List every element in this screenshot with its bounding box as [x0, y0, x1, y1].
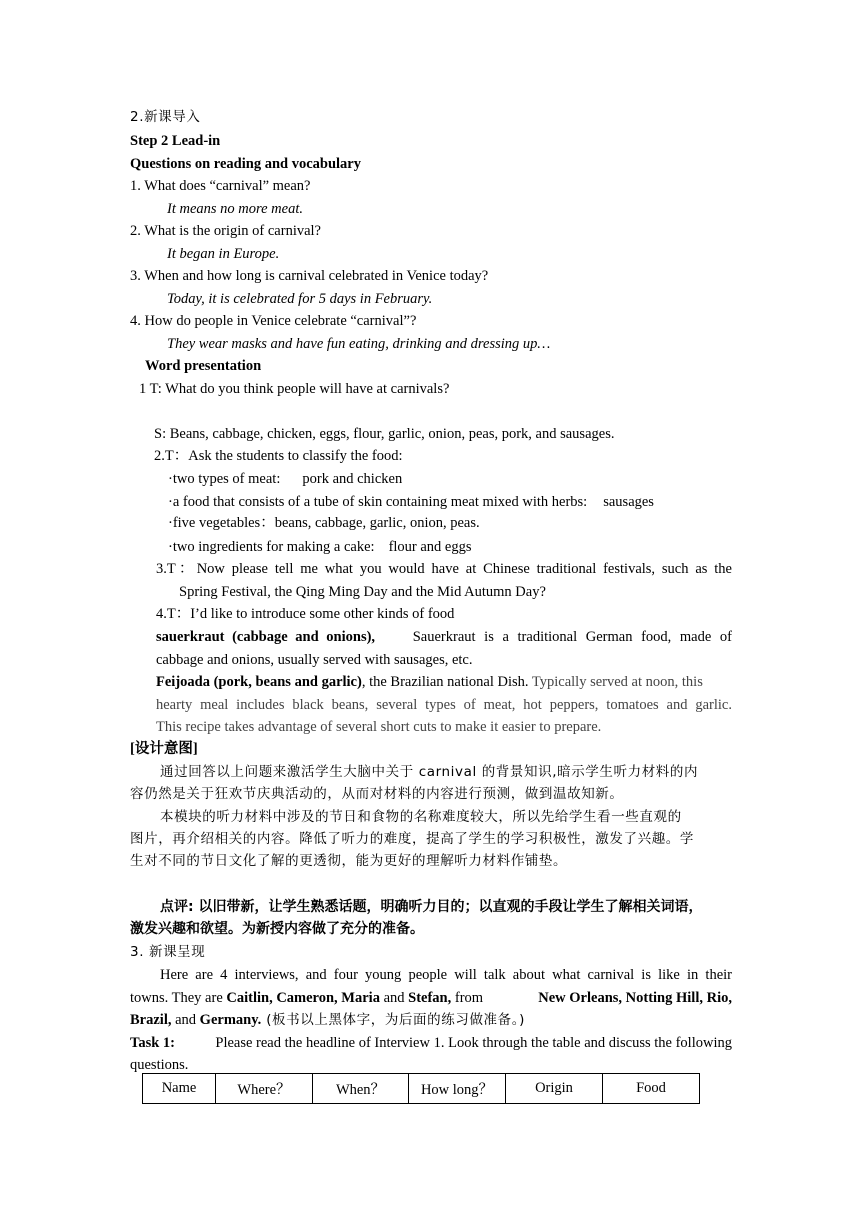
design-intent-p2-line3: 生对不同的节日文化了解的更透彻，能为更好的理解听力材料作铺垫。	[130, 853, 568, 869]
step-heading: Step 2 Lead-in	[130, 133, 221, 149]
design-intent-p1-line1: 通过回答以上问题来激活学生大脑中关于 carnival 的背景知识,暗示学生听力材料的内	[160, 764, 699, 780]
brazil-bold: Brazil,	[130, 1012, 172, 1028]
student-answer: S: Beans, cabbage, chicken, eggs, flour, garlic, onion, peas, pork, and sausages.	[154, 426, 615, 442]
intro-and-2: and	[171, 1012, 200, 1028]
question-3: 3. When and how long is carnival celebrated in Venice today?	[130, 268, 489, 284]
answer-2: It began in Europe.	[167, 246, 280, 262]
teacher-question-3-line2: Spring Festival, the Qing Ming Day and the Mid Autumn Day?	[179, 584, 546, 600]
sauerkraut-description: Sauerkraut is a traditional German food, made of	[412, 629, 732, 645]
table-header-food: Food	[603, 1074, 700, 1104]
classify-answer: pork and chicken	[302, 471, 403, 487]
sauerkraut-term: sauerkraut (cabbage and onions),	[156, 629, 376, 645]
teacher-question-2: 2.T：Ask the students to classify the food:	[154, 448, 403, 464]
task1-instructions: Please read the headline of Interview 1. Look through the table and discuss the following	[215, 1035, 732, 1051]
feijoada-line3: This recipe takes advantage of several short cuts to make it easier to prepare.	[156, 719, 602, 735]
question-1: 1. What does “carnival” mean?	[130, 178, 311, 194]
table-header-where: Where？	[216, 1074, 313, 1104]
question-4: 4. How do people in Venice celebrate “carnival”?	[130, 313, 417, 329]
classify-label: ·a food that consists of a tube of skin containing meat mixed with herbs:	[168, 494, 588, 510]
classify-label: ·five vegetables：	[168, 515, 275, 531]
classify-item-sausage	[168, 493, 654, 511]
feijoada-term: Feijoada (pork, beans and garlic)	[156, 674, 362, 690]
comment-line2: 激发兴趣和欲望。为新授内容做了充分的准备。	[130, 921, 424, 937]
intro-and: and	[379, 990, 409, 1006]
board-note: (板书以上黑体字，为后面的练习做准备。)	[261, 1012, 525, 1028]
design-intent-p2-line2: 图片，再介绍相关的内容。降低了听力的难度，提高了学生的学习积极性，激发了兴趣。学	[130, 831, 694, 847]
sauerkraut-line2: cabbage and onions, usually served with sausages, etc.	[156, 652, 473, 668]
classify-item-meat	[168, 470, 402, 488]
task1-line1	[130, 1034, 732, 1052]
teacher-question-3-line1: 3.T：Now please tell me what you would have at Chinese traditional festivals, such as the	[156, 561, 732, 577]
interviews-intro-line2	[130, 989, 732, 1007]
feijoada-line2: hearty meal includes black beans, several types of meat, hot peppers, tomatoes and garlic.	[156, 697, 732, 713]
design-intent-p2-line1: 本模块的听力材料中涉及的节日和食物的名称难度较大，所以先给学生看一些直观的	[160, 809, 682, 825]
section-heading-new-lesson-intro: 2.新课导入	[130, 109, 201, 125]
design-intent-heading: [设计意图]	[130, 741, 198, 757]
table-header-name: Name	[143, 1074, 216, 1104]
word-presentation-heading: Word presentation	[145, 358, 262, 374]
design-intent-p1-line2: 容仍然是关于狂欢节庆典活动的，从而对材料的内容进行预测，做到温故知新。	[130, 786, 624, 802]
table-header-how-long: How long？	[409, 1074, 506, 1104]
germany-bold: Germany.	[199, 1012, 262, 1028]
classify-item-cake	[168, 538, 472, 556]
classify-answer: flour and eggs	[388, 539, 472, 555]
task1-line2: questions.	[130, 1057, 189, 1073]
table-header-row	[143, 1074, 700, 1104]
classify-label: ·two types of meat:	[168, 471, 281, 487]
interviews-intro-line3	[130, 1011, 525, 1029]
classify-answer: sausages	[603, 494, 654, 510]
sauerkraut-line1	[156, 628, 732, 646]
classify-item-vegetables	[168, 514, 480, 532]
table-header-origin: Origin	[506, 1074, 603, 1104]
feijoada-served: Typically served at noon, this	[528, 674, 703, 690]
intro-from: from	[451, 990, 484, 1006]
interviews-intro-line1: Here are 4 interviews, and four young people will talk about what carnival is like in their	[160, 967, 732, 983]
places-bold: New Orleans, Notting Hill, Rio,	[538, 990, 732, 1006]
teacher-question-4: 4.T：I’d like to introduce some other kinds of food	[156, 606, 455, 622]
intro-text: towns. They are	[130, 990, 227, 1006]
section-heading-new-lesson: 3. 新课呈现	[130, 944, 206, 960]
names-bold: Caitlin, Cameron, Maria	[226, 990, 380, 1006]
answer-4: They wear masks and have fun eating, drinking and dressing up…	[167, 336, 551, 352]
questions-heading: Questions on reading and vocabulary	[130, 156, 361, 172]
feijoada-national-dish: , the Brazilian national Dish.	[361, 674, 529, 690]
interview-table	[142, 1073, 700, 1104]
table-header-when: When？	[313, 1074, 409, 1104]
answer-3: Today, it is celebrated for 5 days in February.	[167, 291, 433, 307]
comment-line1: 点评: 以旧带新，让学生熟悉话题，明确听力目的；以直观的手段让学生了解相关词语，	[160, 899, 703, 915]
teacher-question-1: 1 T: What do you think people will have at carnivals?	[139, 381, 450, 397]
classify-answer: beans, cabbage, garlic, onion, peas.	[274, 515, 480, 531]
task1-label: Task 1:	[130, 1035, 176, 1051]
answer-1: It means no more meat.	[167, 201, 303, 217]
classify-label: ·two ingredients for making a cake:	[168, 539, 375, 555]
stefan-bold: Stefan,	[408, 990, 452, 1006]
feijoada-line1	[156, 673, 732, 691]
question-2: 2. What is the origin of carnival?	[130, 223, 321, 239]
